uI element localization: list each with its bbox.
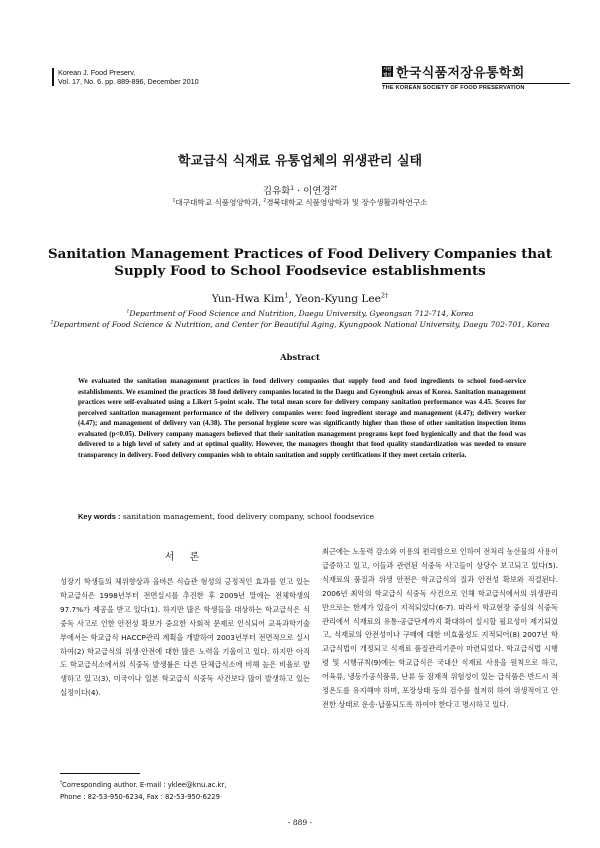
aff-en-1-text: Department of Food Science and Nutrition, Daegu University, Gyeongsan 712-714, Korea bbox=[129, 309, 474, 318]
abstract-heading: Abstract bbox=[280, 352, 320, 362]
keywords-text: sanitation management, food delivery company, school foodsevice bbox=[120, 512, 375, 521]
english-title bbox=[40, 246, 560, 280]
aff-ko-mark-1: 1 bbox=[172, 198, 176, 204]
author-en-separator: , bbox=[288, 293, 296, 305]
english-title-line-2: Supply Food to School Foodsevice establishments bbox=[114, 263, 486, 279]
english-affiliation-2 bbox=[20, 319, 580, 330]
author-ko-2-mark: 2† bbox=[330, 185, 338, 192]
society-name-ko: 한국식품저장유통학회 bbox=[396, 66, 525, 81]
author-ko-1-mark: 1 bbox=[290, 185, 295, 192]
aff-ko-2: 경북대학교 식품영양학과 및 장수생활과학연구소 bbox=[266, 198, 428, 207]
korean-affiliation bbox=[0, 197, 600, 208]
journal-name: Korean J. Food Preserv. bbox=[58, 68, 136, 77]
english-authors bbox=[0, 293, 600, 305]
journal-citation bbox=[52, 68, 199, 86]
korean-authors bbox=[0, 183, 600, 197]
keywords bbox=[78, 512, 374, 521]
body-text-right: 최근에는 노동력 감소와 이용의 편리함으로 인하여 전처리 농산물의 사용이 급증하고 있고, 이들과 관련된 식중독 사고들이 상당수 보고되고 있다(5). 식재료의 품질과 위생 안전은 학교급식의 질과 안전성 확보와 직결된다. 2006년 최악의 학교급식 식중독 사건으로 인해 학교급식에서의 위생관리만으로는 한계가 있음이 지적되었다(6-7). 따라서 학교현장 중심의 식중독 관리에서 식재료의 유통·공급단계까지 확대하여 실시할 필요성이 제기되었고, 식재료의 안전성이나 구매에 대한 비효율성도 지적되어(8) 2007년 학교급식법이 개정되고 식재료 품질관리기준이 마련되었다. 학교급식법 시행령 및 시행규칙(9)에는 학교급식은 국내산 식재료 사용을 원칙으로 하고, 어육류, 냉동가공식품류, 난류 등 잠재적 위험성이 있는 급식품은 반드시 적정온도를 유지해야 하며, 포장상태 등의 검수를 철저히 하여 위생적이고 안전한 상태로 운송·납품되도록 하여야 한다고 명시하고 있다. bbox=[322, 547, 558, 709]
footnote-mark: † bbox=[60, 779, 63, 785]
footnote-line-2: Phone : 82-53-950-6234, Fax : 82-53-950-6229 bbox=[60, 793, 220, 801]
aff-ko-mark-2: 2 bbox=[263, 198, 267, 204]
body-text-left: 성장기 학생들의 체위향상과 올바른 식습관 형성의 긍정적인 효과를 얻고 있는 학교급식은 1998년부터 전면실시를 추진한 후 2009년 말에는 전체학생의 97.7%가 제공을 받고 있다(1). 하지만 많은 학생들을 대상하는 학교급식은 식중독 사고로 인한 안전성 확보가 중요한 사회적 문제로 인식되어 교육과학기술부에서는 학교급식 HACCP관리 계획을 개발하여 2003년부터 전면적으로 실시하여(2) 학교급식의 위생·안전에 대한 많은 노력을 기울이고 있다. 하지만 아직도 학교급식소에서의 식중독 발생률은 다른 단체급식소에 비해 높은 비율로 발생하고 있고(3), 미국이나 일본 학교급식 식중독 사건보다 많이 발생하고 있는 실정이다(4). bbox=[60, 577, 310, 698]
footnote bbox=[60, 779, 226, 803]
footnote-email: Corresponding author. E-mail : yklee@knu.ac.kr, bbox=[62, 781, 227, 789]
abstract-text: We evaluated the sanitation management practices in food delivery companies that supply food and food ingredients to school food-service establishments. We examined the practices 38 food delivery companies located in the Daegu and Gyeongbuk areas of Korea. Sanitation management practices were self-evaluated using a Likert 5-point scale. The total mean score for delivery company sanitation performance was 4.45. Scores for perceived sanitation management performance of the delivery companies were: food ingredient storage and management (4.47); delivery worker (4.47); and management of delivery van (4.38). The personal hygiene score was significantly higher than those of other sanitation inspection items evaluated (p<0.05). Delivery company managers believed that their sanitation management programs kept food hygienically and that the food was delivered to a high level of safety and at optimal quality. However, the managers thought that food quality standardization was needed to ensure transparency in delivery. Food delivery companies wish to obtain sanitation and supply certifications if they meet certain criteria. bbox=[78, 377, 526, 459]
author-en-1: Yun-Hwa Kim bbox=[211, 293, 285, 305]
aff-en-2-text: Department of Food Science & Nutrition, and Center for Beautiful Aging, Kyungpook National University, Daegu 702-701, Korea bbox=[53, 320, 550, 329]
author-en-2-mark: 2† bbox=[380, 292, 389, 300]
aff-en-mark-2: 2 bbox=[50, 320, 54, 326]
author-en-2: Yeon-Kyung Lee bbox=[295, 293, 381, 305]
keywords-label: Key words : bbox=[78, 512, 121, 521]
society-mark-icon: 사단 법인 bbox=[383, 66, 392, 77]
author-en-1-mark: 1 bbox=[284, 292, 289, 300]
korean-title: 학교급식 식재료 유통업체의 위생관리 실태 bbox=[177, 154, 423, 169]
society-logo bbox=[382, 62, 570, 91]
english-title-line-1: Sanitation Management Practices of Food Delivery Companies that bbox=[47, 246, 553, 262]
section-heading-introduction: 서 론 bbox=[164, 552, 206, 563]
page-number: - 889 - bbox=[287, 818, 313, 827]
author-ko-1: 김유화 bbox=[262, 186, 291, 197]
society-name-en: THE KOREAN SOCIETY OF FOOD PRESERVATION bbox=[382, 83, 570, 91]
author-ko-2: 이연경 bbox=[303, 186, 331, 197]
aff-en-mark-1: 1 bbox=[126, 309, 130, 315]
footnote-divider bbox=[60, 773, 140, 774]
journal-volume: Vol. 17, No. 6. pp. 889-896, December 2010 bbox=[58, 77, 199, 86]
author-separator: · bbox=[294, 186, 304, 197]
footnote-line-1 bbox=[60, 779, 226, 791]
aff-ko-1: 대구대학교 식품영양학과, bbox=[175, 198, 264, 207]
english-affiliations bbox=[20, 308, 580, 330]
english-affiliation-1 bbox=[20, 308, 580, 319]
